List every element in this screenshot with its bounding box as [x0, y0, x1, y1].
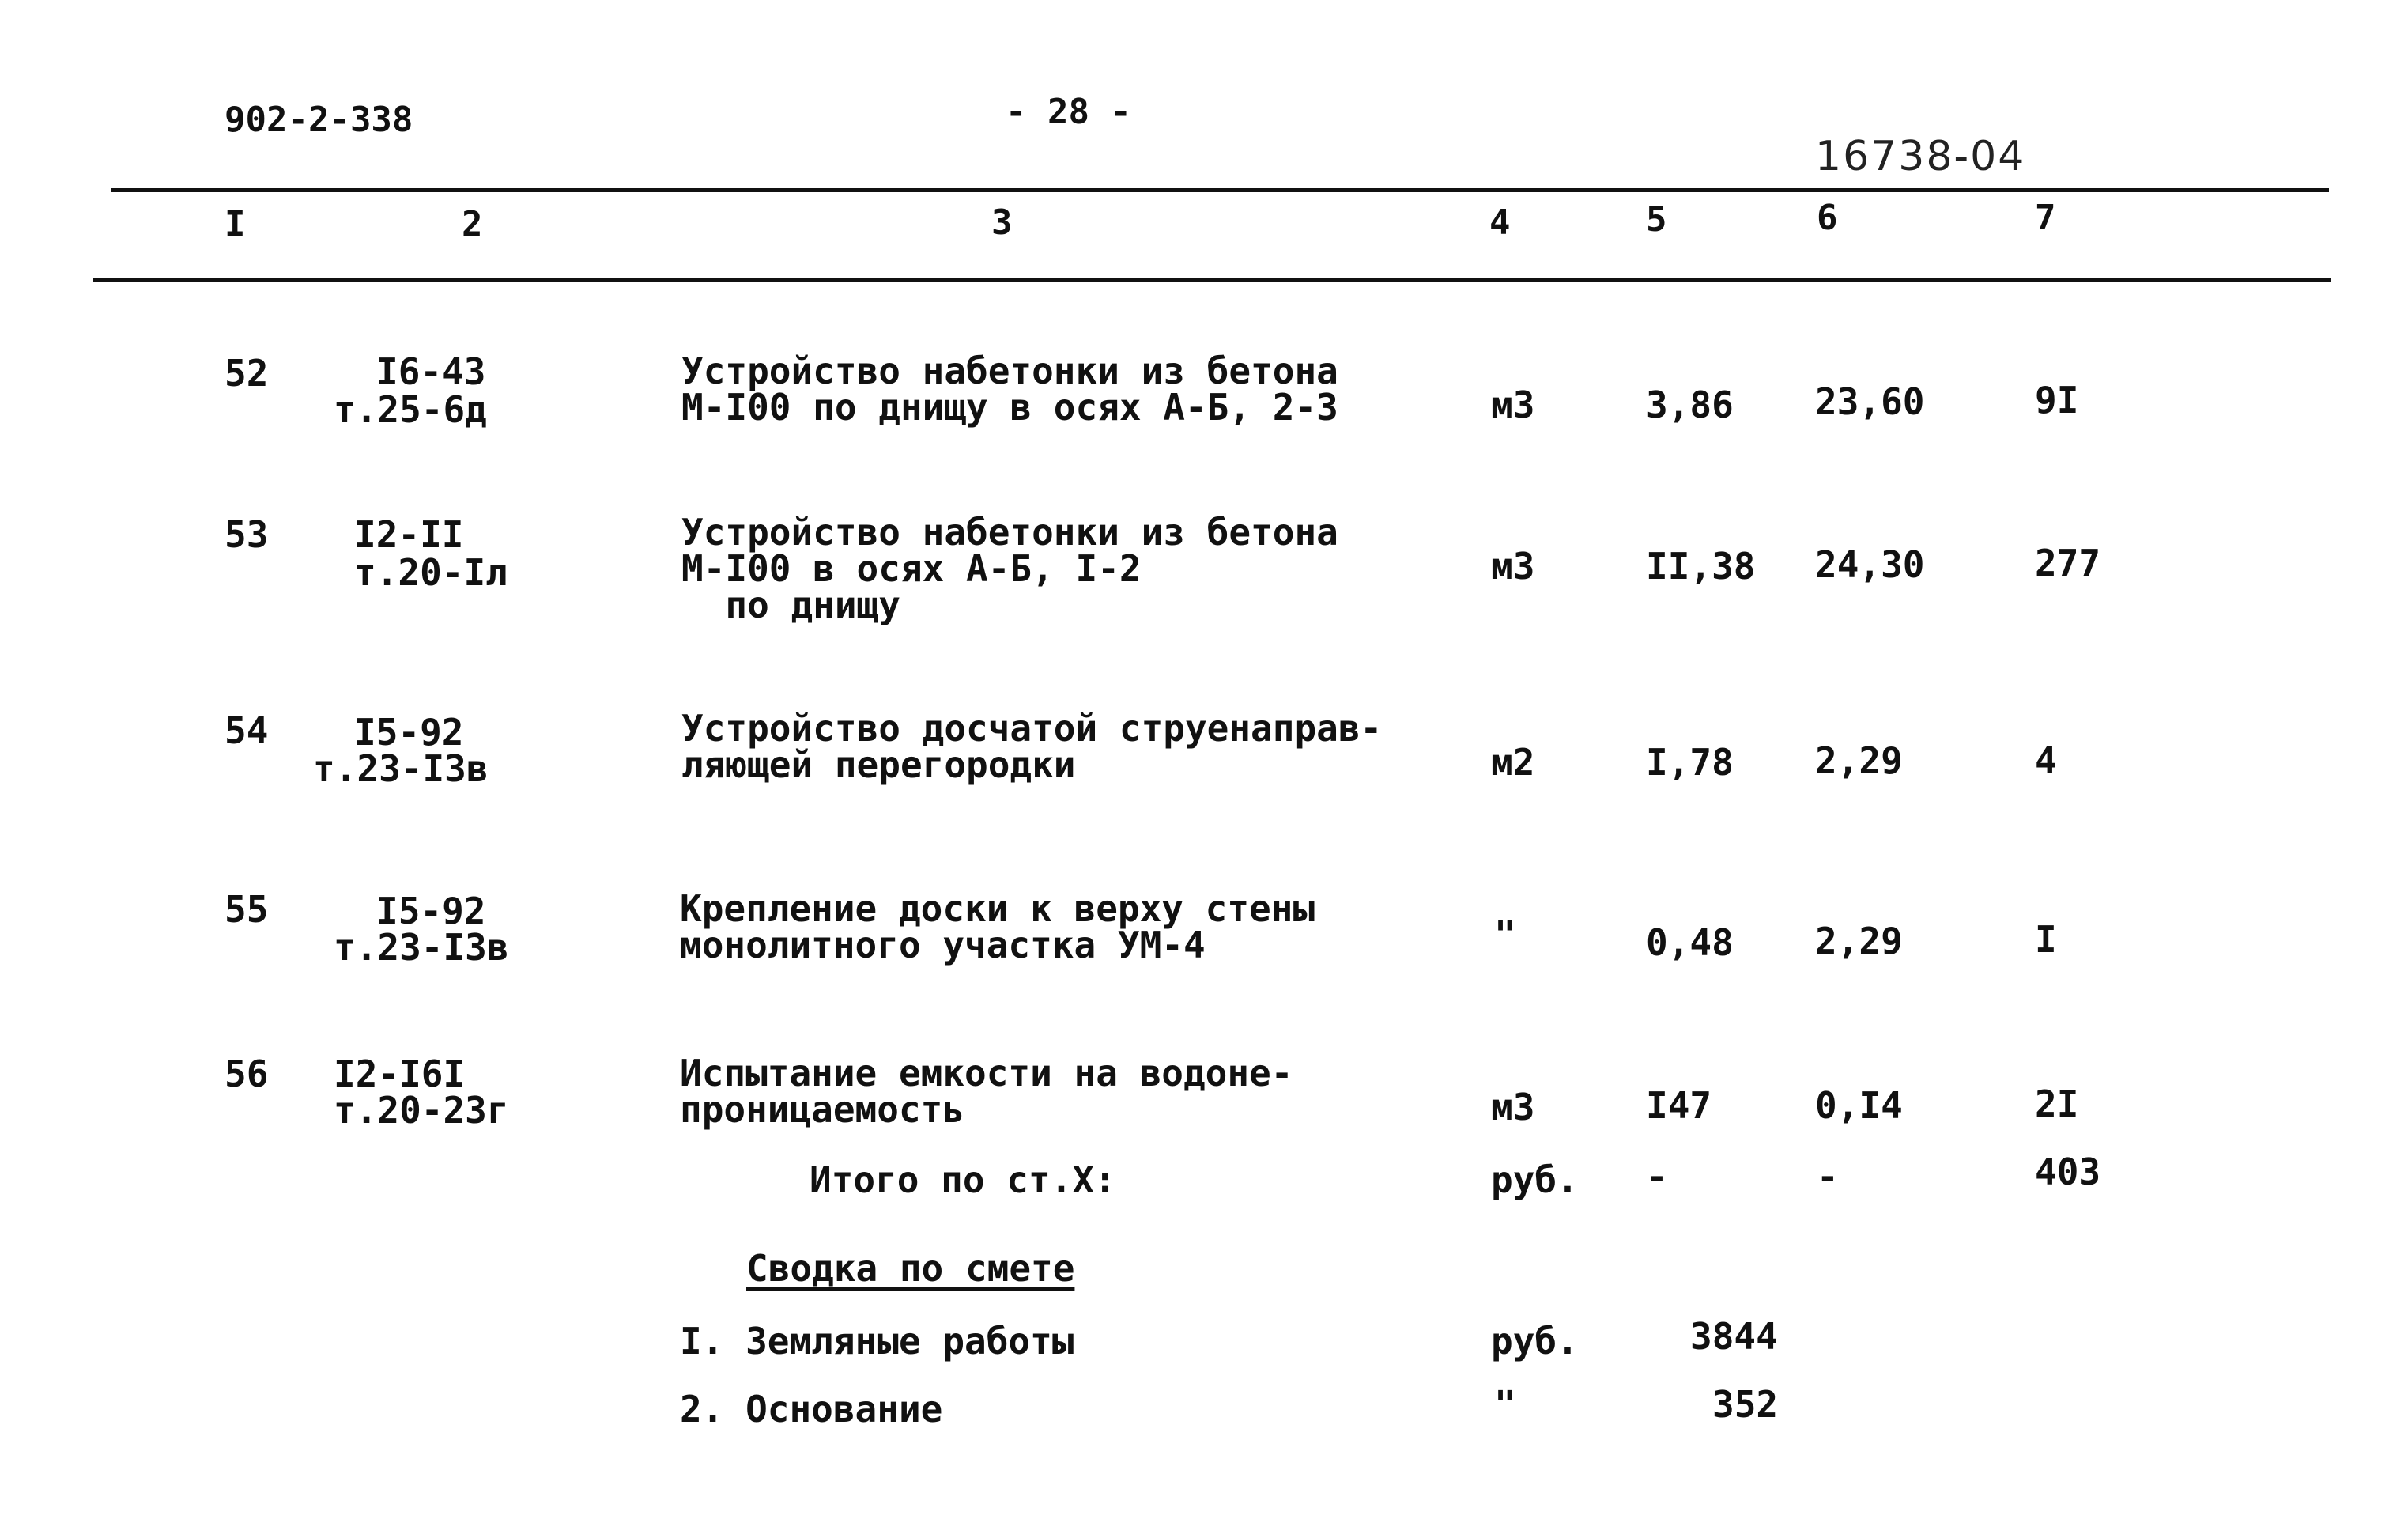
- subtotal-label: Итого по ст.Х:: [810, 1158, 1116, 1201]
- subtotal-unit: руб.: [1491, 1158, 1579, 1201]
- summary-item-label: I. Земляные работы: [680, 1320, 1074, 1362]
- unit: м2: [1491, 741, 1535, 784]
- rate-table-ref: т.23-I3в: [334, 926, 509, 969]
- work-description: [681, 511, 1338, 626]
- document-code: 902-2-338: [225, 100, 413, 140]
- column-header-1: I: [225, 204, 246, 244]
- summary-title: Сводка по смете: [746, 1247, 1075, 1290]
- description-line: Устройство досчатой струенаправ-: [681, 707, 1383, 750]
- unit: м3: [1491, 384, 1535, 426]
- unit-price: 0,I4: [1815, 1084, 1903, 1127]
- total-cost: 9I: [2035, 379, 2079, 421]
- column-header-6: 6: [1817, 198, 1838, 238]
- column-header-7: 7: [2035, 198, 2056, 238]
- row-number: 54: [225, 709, 269, 752]
- summary-item-value: 3844: [1690, 1315, 1778, 1358]
- description-line: монолитного участка УМ-4: [680, 924, 1206, 966]
- description-line: Испытание емкости на водоне-: [680, 1052, 1293, 1094]
- work-description: [681, 350, 1338, 429]
- summary-item-unit: ": [1494, 1383, 1516, 1426]
- column-header-5: 5: [1646, 199, 1667, 240]
- handwritten-number: 16738-04: [1815, 133, 2026, 180]
- page-number: - 28 -: [1006, 92, 1131, 132]
- row-number: 55: [225, 888, 269, 931]
- summary-item-unit: руб.: [1491, 1320, 1579, 1362]
- work-description: [680, 887, 1315, 966]
- header-top-rule: [111, 188, 2329, 192]
- total-cost: 4: [2035, 739, 2057, 782]
- subtotal-price: -: [1817, 1155, 1839, 1198]
- total-cost: 277: [2035, 542, 2101, 584]
- column-header-4: 4: [1489, 202, 1511, 243]
- row-number: 53: [225, 513, 269, 556]
- description-line: проницаемость: [680, 1088, 965, 1131]
- rate-code: I6-43: [376, 350, 486, 393]
- header-bottom-rule: [93, 278, 2331, 282]
- unit-price: 23,60: [1815, 380, 1925, 423]
- quantity: 0,48: [1646, 921, 1734, 964]
- quantity: I,78: [1646, 741, 1734, 784]
- description-line: Крепление доски к верху стены: [680, 887, 1315, 930]
- subtotal-quantity: -: [1646, 1155, 1668, 1198]
- subtotal-total: 403: [2035, 1151, 2101, 1193]
- description-line: Устройство набетонки из бетона: [681, 350, 1338, 392]
- unit: м3: [1491, 545, 1535, 588]
- description-line: ляющей перегородки: [681, 743, 1076, 786]
- rate-code: I2-II: [354, 513, 464, 556]
- description-line: М-I00 по днищу в осях А-Б, 2-3: [681, 386, 1338, 429]
- description-line: Устройство набетонки из бетона: [681, 511, 1338, 554]
- work-description: [681, 707, 1383, 786]
- summary-item-label: 2. Основание: [680, 1388, 943, 1430]
- rate-table-ref: т.25-6д: [334, 388, 487, 431]
- description-line: М-I00 в осях А-Б, I-2: [681, 547, 1142, 590]
- quantity: 3,86: [1646, 384, 1734, 426]
- unit-price: 24,30: [1815, 543, 1925, 586]
- column-header-2: 2: [462, 204, 483, 244]
- rate-table-ref: т.20-Iл: [354, 551, 508, 594]
- total-cost: 2I: [2035, 1083, 2079, 1125]
- rate-table-ref: т.20-23г: [334, 1089, 509, 1132]
- total-cost: I: [2035, 918, 2057, 961]
- quantity: I47: [1646, 1084, 1712, 1127]
- rate-code: I2-I6I: [334, 1052, 466, 1095]
- rate-code: I5-92: [354, 711, 464, 754]
- unit-price: 2,29: [1815, 920, 1903, 962]
- row-number: 52: [225, 352, 269, 395]
- column-header-3: 3: [991, 202, 1013, 243]
- rate-code: I5-92: [376, 890, 486, 932]
- summary-item-value: 352: [1712, 1383, 1779, 1426]
- row-number: 56: [225, 1052, 269, 1095]
- work-description: [680, 1052, 1293, 1131]
- description-line: по днищу: [681, 584, 900, 626]
- rate-table-ref: т.23-I3в: [313, 747, 489, 790]
- unit: м3: [1491, 1086, 1535, 1128]
- unit: ": [1494, 913, 1516, 956]
- quantity: II,38: [1646, 545, 1756, 588]
- unit-price: 2,29: [1815, 739, 1903, 782]
